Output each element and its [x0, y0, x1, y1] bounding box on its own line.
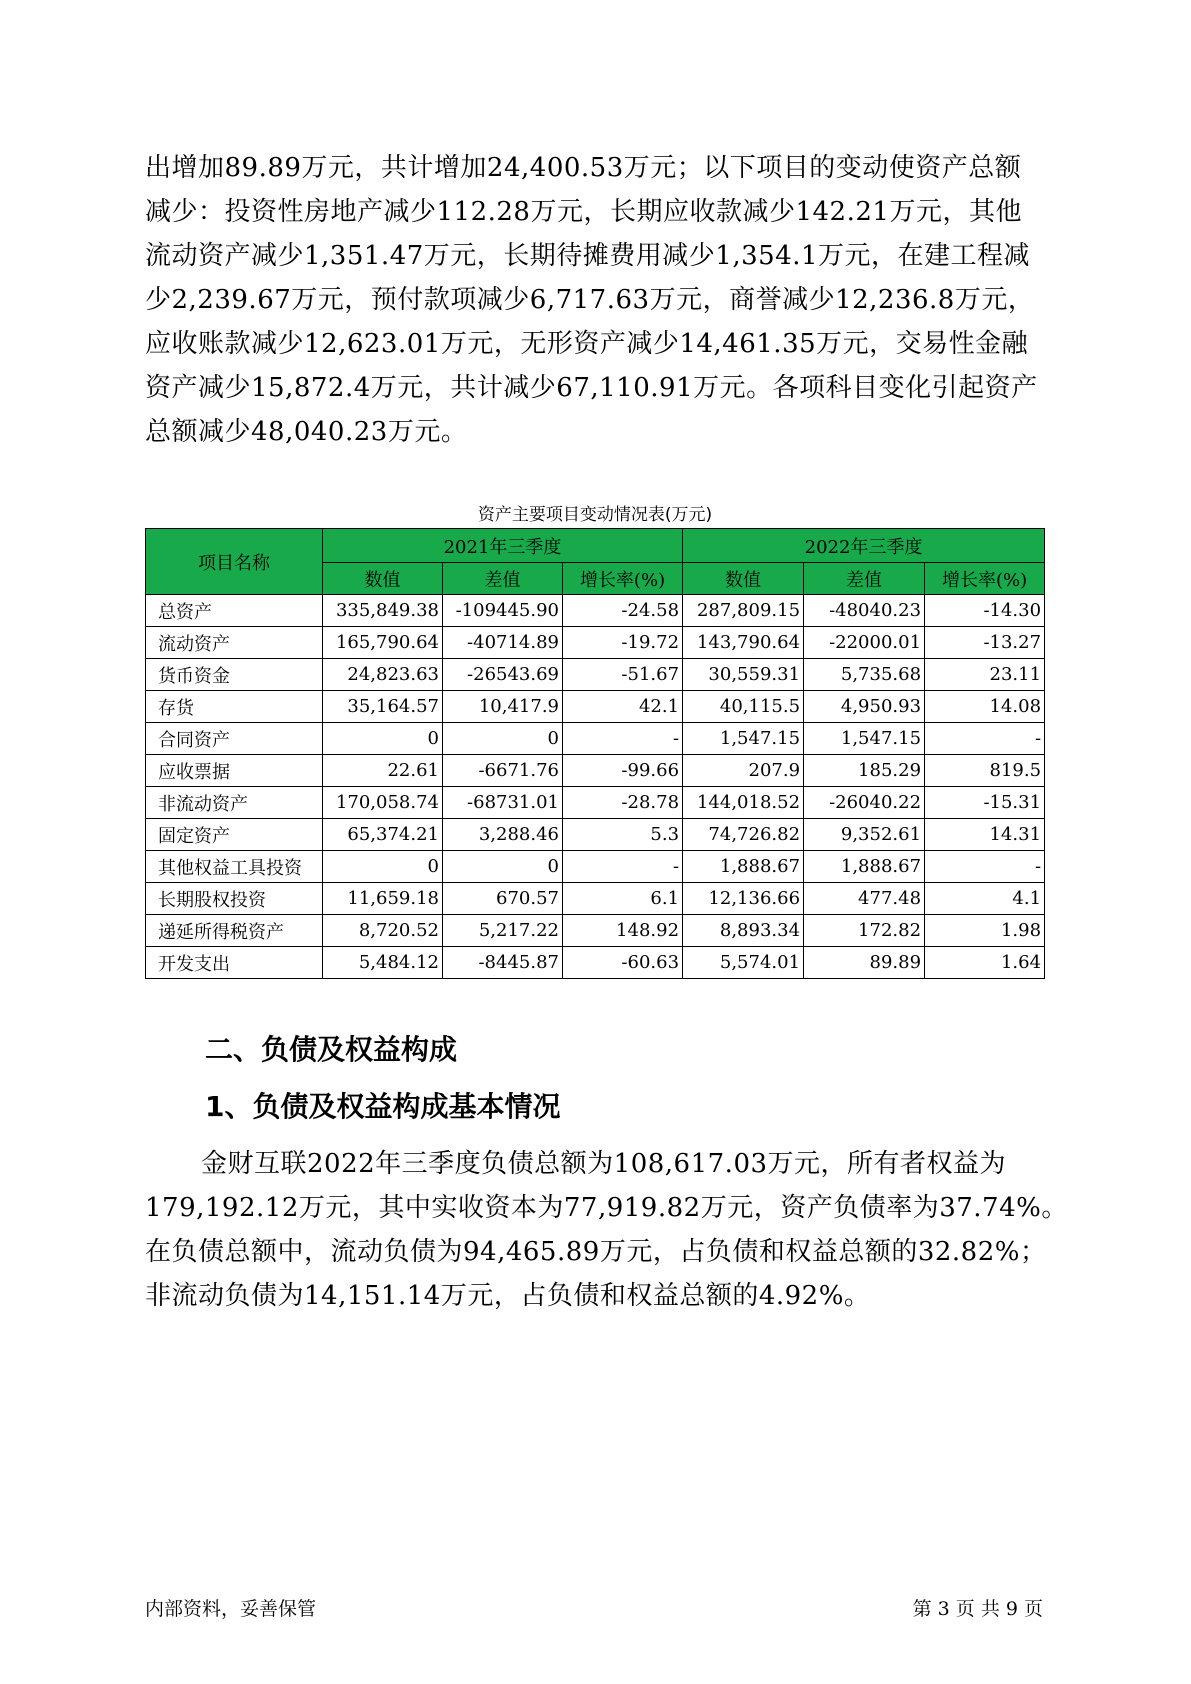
cell-growth-rate: 6.1 [563, 883, 683, 915]
cell-value: 12,136.66 [683, 883, 804, 915]
cell-growth-rate: 14.08 [925, 691, 1045, 723]
paragraph-line: 应收账款减少12,623.01万元，无形资产减少14,461.35万元，交易性金融 [145, 329, 1029, 359]
row-item-name: 非流动资产 [146, 787, 323, 819]
cell-growth-rate: -51.67 [563, 659, 683, 691]
cell-value: 8,720.52 [323, 915, 443, 947]
subheader-growth-rate: 增长率(%) [563, 563, 683, 595]
row-item-name: 固定资产 [146, 819, 323, 851]
paragraph-line: 在负债总额中，流动负债为94,465.89万元，占负债和权益总额的32.82%； [145, 1237, 1047, 1267]
paragraph-line: 总额减少48,040.23万元。 [145, 417, 468, 447]
cell-value: 1,888.67 [683, 851, 804, 883]
row-item-name: 长期股权投资 [146, 883, 323, 915]
cell-difference: 9,352.61 [804, 819, 925, 851]
cell-growth-rate: - [563, 723, 683, 755]
cell-difference: 10,417.9 [443, 691, 563, 723]
header-item-name: 项目名称 [146, 529, 323, 595]
paragraph-line: 出增加89.89万元，共计增加24,400.53万元；以下项目的变动使资产总额 [145, 153, 1022, 183]
cell-value: 143,790.64 [683, 627, 804, 659]
cell-difference: 5,735.68 [804, 659, 925, 691]
table-row [146, 915, 1045, 947]
table-row [146, 595, 1045, 627]
table-caption: 资产主要项目变动情况表(万元) [477, 505, 713, 525]
cell-difference: 1,547.15 [804, 723, 925, 755]
table-row [146, 947, 1045, 979]
header-period-2022: 2022年三季度 [683, 529, 1045, 563]
cell-growth-rate: -14.30 [925, 595, 1045, 627]
paragraph-asset-changes [145, 146, 1045, 454]
cell-difference: 89.89 [804, 947, 925, 979]
row-item-name: 货币资金 [146, 659, 323, 691]
cell-difference: 0 [443, 851, 563, 883]
row-item-name: 递延所得税资产 [146, 915, 323, 947]
cell-difference: 477.48 [804, 883, 925, 915]
cell-growth-rate: 14.31 [925, 819, 1045, 851]
cell-value: 5,484.12 [323, 947, 443, 979]
row-item-name: 应收票据 [146, 755, 323, 787]
cell-value: 170,058.74 [323, 787, 443, 819]
table-row [146, 659, 1045, 691]
subheader-value: 数值 [323, 563, 443, 595]
cell-growth-rate: 23.11 [925, 659, 1045, 691]
paragraph-line: 金财互联2022年三季度负债总额为108,617.03万元，所有者权益为 [201, 1149, 1007, 1179]
paragraph-line: 流动资产减少1,351.47万元，长期待摊费用减少1,354.1万元，在建工程减 [145, 241, 1031, 271]
cell-difference: -6671.76 [443, 755, 563, 787]
cell-value: 35,164.57 [323, 691, 443, 723]
cell-growth-rate: 1.98 [925, 915, 1045, 947]
cell-difference: 5,217.22 [443, 915, 563, 947]
cell-value: 11,659.18 [323, 883, 443, 915]
cell-value: 8,893.34 [683, 915, 804, 947]
subheader-difference: 差值 [804, 563, 925, 595]
cell-difference: 670.57 [443, 883, 563, 915]
cell-value: 5,574.01 [683, 947, 804, 979]
cell-value: 287,809.15 [683, 595, 804, 627]
cell-difference: 185.29 [804, 755, 925, 787]
cell-difference: -26040.22 [804, 787, 925, 819]
row-item-name: 开发支出 [146, 947, 323, 979]
cell-growth-rate: 4.1 [925, 883, 1045, 915]
table-row [146, 627, 1045, 659]
footer-page-number: 第 3 页 共 9 页 [912, 1598, 1043, 1620]
cell-growth-rate: - [925, 723, 1045, 755]
table-row [146, 819, 1045, 851]
cell-difference: -109445.90 [443, 595, 563, 627]
paragraph-line: 资产减少15,872.4万元，共计减少67,110.91万元。各项科目变化引起资产 [145, 373, 1038, 403]
cell-growth-rate: 148.92 [563, 915, 683, 947]
cell-value: 207.9 [683, 755, 804, 787]
table-row [146, 691, 1045, 723]
cell-growth-rate: -13.27 [925, 627, 1045, 659]
footer-confidential-note: 内部资料，妥善保管 [145, 1598, 317, 1620]
cell-value: 40,115.5 [683, 691, 804, 723]
cell-difference: -8445.87 [443, 947, 563, 979]
cell-growth-rate: - [925, 851, 1045, 883]
cell-value: 74,726.82 [683, 819, 804, 851]
paragraph-line: 减少：投资性房地产减少112.28万元，长期应收款减少142.21万元，其他 [145, 197, 1022, 227]
cell-value: 165,790.64 [323, 627, 443, 659]
paragraph-line: 少2,239.67万元，预付款项减少6,717.63万元，商誉减少12,236.8万元， [145, 285, 1035, 315]
cell-difference: 172.82 [804, 915, 925, 947]
section-heading: 二、负债及权益构成 [205, 1033, 458, 1066]
cell-difference: -22000.01 [804, 627, 925, 659]
subheader-difference: 差值 [443, 563, 563, 595]
cell-growth-rate: 5.3 [563, 819, 683, 851]
table-row [146, 851, 1045, 883]
cell-difference: -68731.01 [443, 787, 563, 819]
cell-growth-rate: 1.64 [925, 947, 1045, 979]
subsection-heading: 1、负债及权益构成基本情况 [205, 1090, 561, 1123]
cell-growth-rate: -60.63 [563, 947, 683, 979]
cell-value: 30,559.31 [683, 659, 804, 691]
cell-difference: 1,888.67 [804, 851, 925, 883]
cell-value: 0 [323, 723, 443, 755]
cell-growth-rate: -19.72 [563, 627, 683, 659]
row-item-name: 其他权益工具投资 [146, 851, 323, 883]
cell-growth-rate: 819.5 [925, 755, 1045, 787]
paragraph-line: 非流动负债为14,151.14万元，占负债和权益总额的4.92%。 [145, 1281, 871, 1311]
cell-difference: -48040.23 [804, 595, 925, 627]
asset-change-table [145, 528, 1045, 979]
row-item-name: 流动资产 [146, 627, 323, 659]
cell-growth-rate: -28.78 [563, 787, 683, 819]
cell-growth-rate: -24.58 [563, 595, 683, 627]
cell-value: 144,018.52 [683, 787, 804, 819]
cell-value: 335,849.38 [323, 595, 443, 627]
cell-growth-rate: -15.31 [925, 787, 1045, 819]
cell-value: 22.61 [323, 755, 443, 787]
cell-difference: 4,950.93 [804, 691, 925, 723]
header-period-2021: 2021年三季度 [323, 529, 683, 563]
cell-growth-rate: -99.66 [563, 755, 683, 787]
row-item-name: 合同资产 [146, 723, 323, 755]
cell-value: 24,823.63 [323, 659, 443, 691]
row-item-name: 存货 [146, 691, 323, 723]
subheader-growth-rate: 增长率(%) [925, 563, 1045, 595]
table-row [146, 787, 1045, 819]
cell-value: 0 [323, 851, 443, 883]
cell-value: 1,547.15 [683, 723, 804, 755]
cell-difference: 3,288.46 [443, 819, 563, 851]
table-row [146, 723, 1045, 755]
cell-difference: -26543.69 [443, 659, 563, 691]
cell-growth-rate: - [563, 851, 683, 883]
cell-difference: -40714.89 [443, 627, 563, 659]
table-row [146, 883, 1045, 915]
cell-value: 65,374.21 [323, 819, 443, 851]
row-item-name: 总资产 [146, 595, 323, 627]
table-row [146, 755, 1045, 787]
subheader-value: 数值 [683, 563, 804, 595]
cell-growth-rate: 42.1 [563, 691, 683, 723]
paragraph-line: 179,192.12万元，其中实收资本为77,919.82万元，资产负债率为37.74%。 [145, 1193, 1068, 1223]
paragraph-liabilities [145, 1142, 1068, 1318]
cell-difference: 0 [443, 723, 563, 755]
